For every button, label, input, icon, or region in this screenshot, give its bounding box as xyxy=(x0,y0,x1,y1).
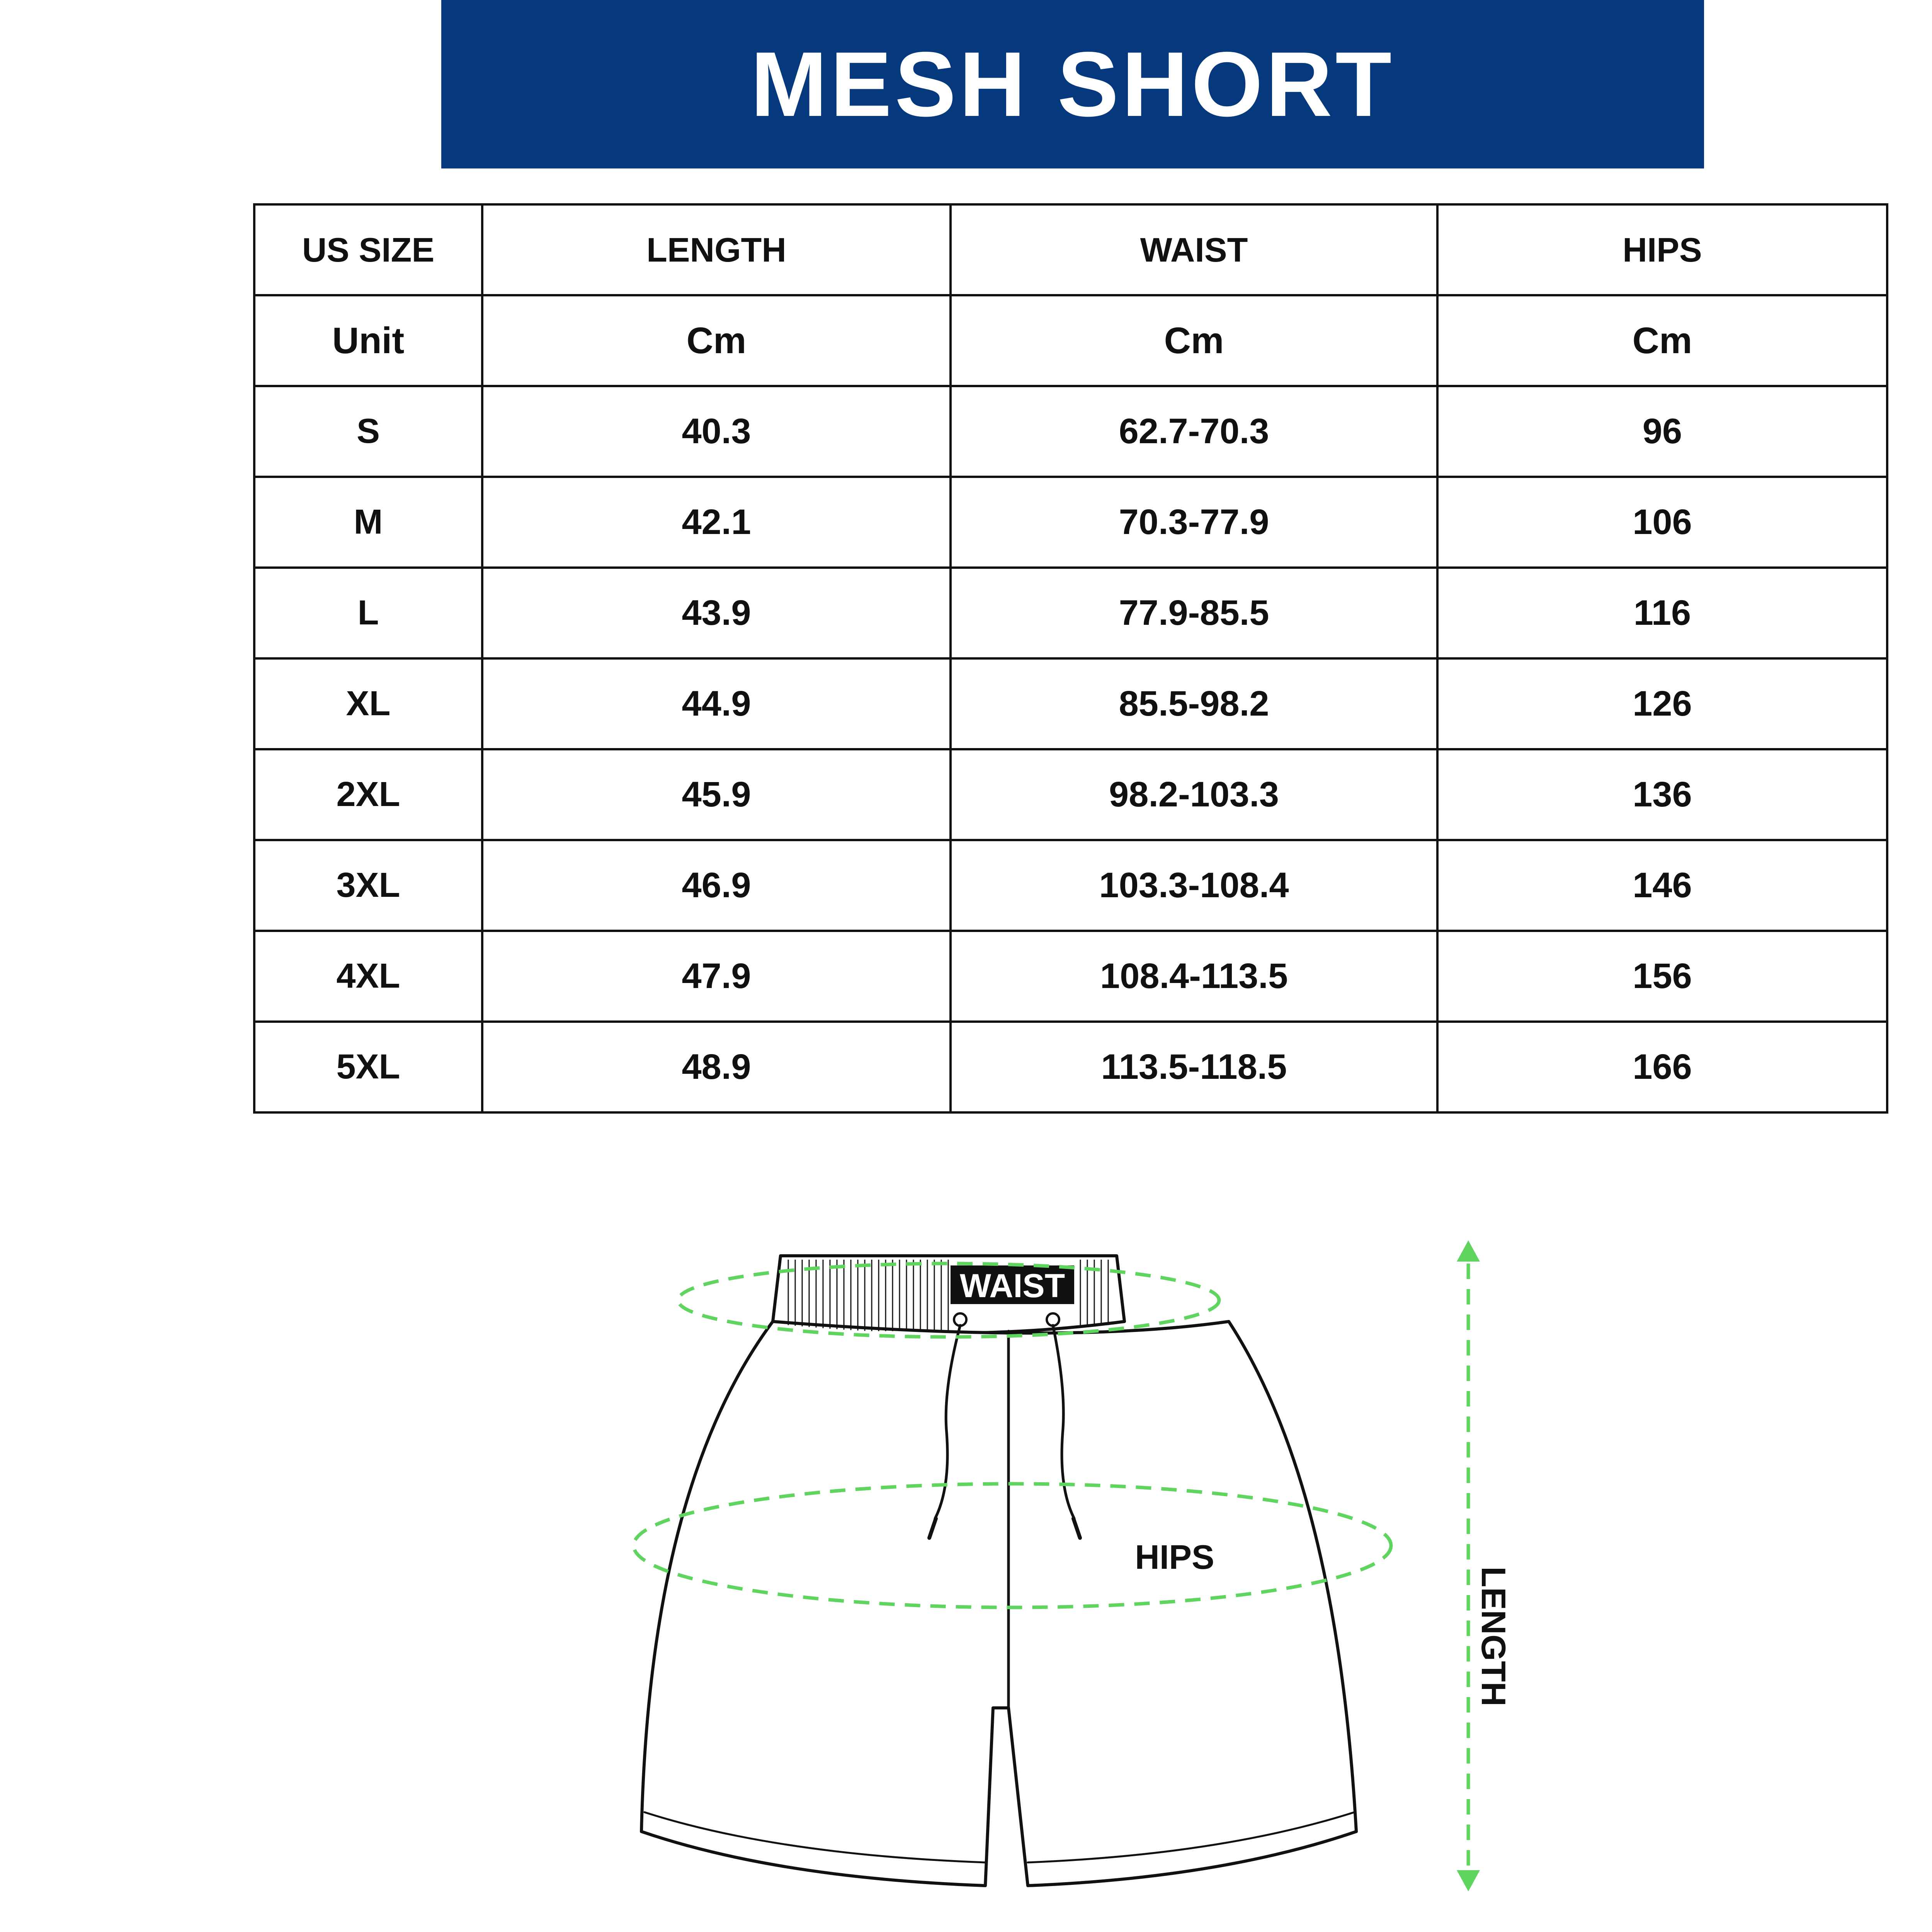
table-cell: 136 xyxy=(1437,749,1887,840)
table-cell: US SIZE xyxy=(254,204,482,295)
table-cell: 96 xyxy=(1437,386,1887,477)
table-cell: LENGTH xyxy=(482,204,951,295)
table-row xyxy=(254,749,1887,840)
table-cell: 48.9 xyxy=(482,1022,951,1112)
table-cell: 156 xyxy=(1437,931,1887,1022)
table-cell: 3XL xyxy=(254,840,482,931)
table-cell: Cm xyxy=(1437,295,1887,386)
hips-label: HIPS xyxy=(1135,1538,1214,1576)
table-row xyxy=(254,477,1887,568)
table-cell: 126 xyxy=(1437,658,1887,749)
table-cell: 85.5-98.2 xyxy=(951,658,1437,749)
table-cell: Cm xyxy=(951,295,1437,386)
table-cell: 40.3 xyxy=(482,386,951,477)
table-unit-row xyxy=(254,295,1887,386)
table-cell: 116 xyxy=(1437,568,1887,658)
shorts-diagram xyxy=(603,1217,1546,1913)
table-cell: 166 xyxy=(1437,1022,1887,1112)
table-cell: 113.5-118.5 xyxy=(951,1022,1437,1112)
table-cell: 106 xyxy=(1437,477,1887,568)
table-cell: 2XL xyxy=(254,749,482,840)
table-header-row xyxy=(254,204,1887,295)
table-cell: 45.9 xyxy=(482,749,951,840)
table-cell: S xyxy=(254,386,482,477)
table-cell: 98.2-103.3 xyxy=(951,749,1437,840)
table-row xyxy=(254,568,1887,658)
table-cell: L xyxy=(254,568,482,658)
table-cell: 43.9 xyxy=(482,568,951,658)
table-cell: 146 xyxy=(1437,840,1887,931)
size-chart-table xyxy=(253,203,1888,1114)
page-title: MESH SHORT xyxy=(750,33,1395,136)
table-cell: 46.9 xyxy=(482,840,951,931)
table-cell: 5XL xyxy=(254,1022,482,1112)
table-cell: 77.9-85.5 xyxy=(951,568,1437,658)
shorts-body xyxy=(641,1321,1356,1886)
table-cell: 44.9 xyxy=(482,658,951,749)
table-row xyxy=(254,386,1887,477)
table-cell: Cm xyxy=(482,295,951,386)
table-cell: 4XL xyxy=(254,931,482,1022)
table-row xyxy=(254,658,1887,749)
table-cell: 70.3-77.9 xyxy=(951,477,1437,568)
title-banner xyxy=(441,0,1704,168)
table-cell: HIPS xyxy=(1437,204,1887,295)
length-label: LENGTH xyxy=(1475,1566,1513,1706)
table-cell: 47.9 xyxy=(482,931,951,1022)
length-arrow-down xyxy=(1457,1870,1480,1891)
table-row xyxy=(254,1022,1887,1112)
table-cell: XL xyxy=(254,658,482,749)
table-row xyxy=(254,931,1887,1022)
table-cell: 108.4-113.5 xyxy=(951,931,1437,1022)
waist-label: WAIST xyxy=(959,1267,1065,1304)
table-cell: WAIST xyxy=(951,204,1437,295)
length-arrow-up xyxy=(1457,1240,1480,1262)
table-cell: 42.1 xyxy=(482,477,951,568)
table-cell: 103.3-108.4 xyxy=(951,840,1437,931)
table-row xyxy=(254,840,1887,931)
table-cell: M xyxy=(254,477,482,568)
table-cell: Unit xyxy=(254,295,482,386)
table-cell: 62.7-70.3 xyxy=(951,386,1437,477)
